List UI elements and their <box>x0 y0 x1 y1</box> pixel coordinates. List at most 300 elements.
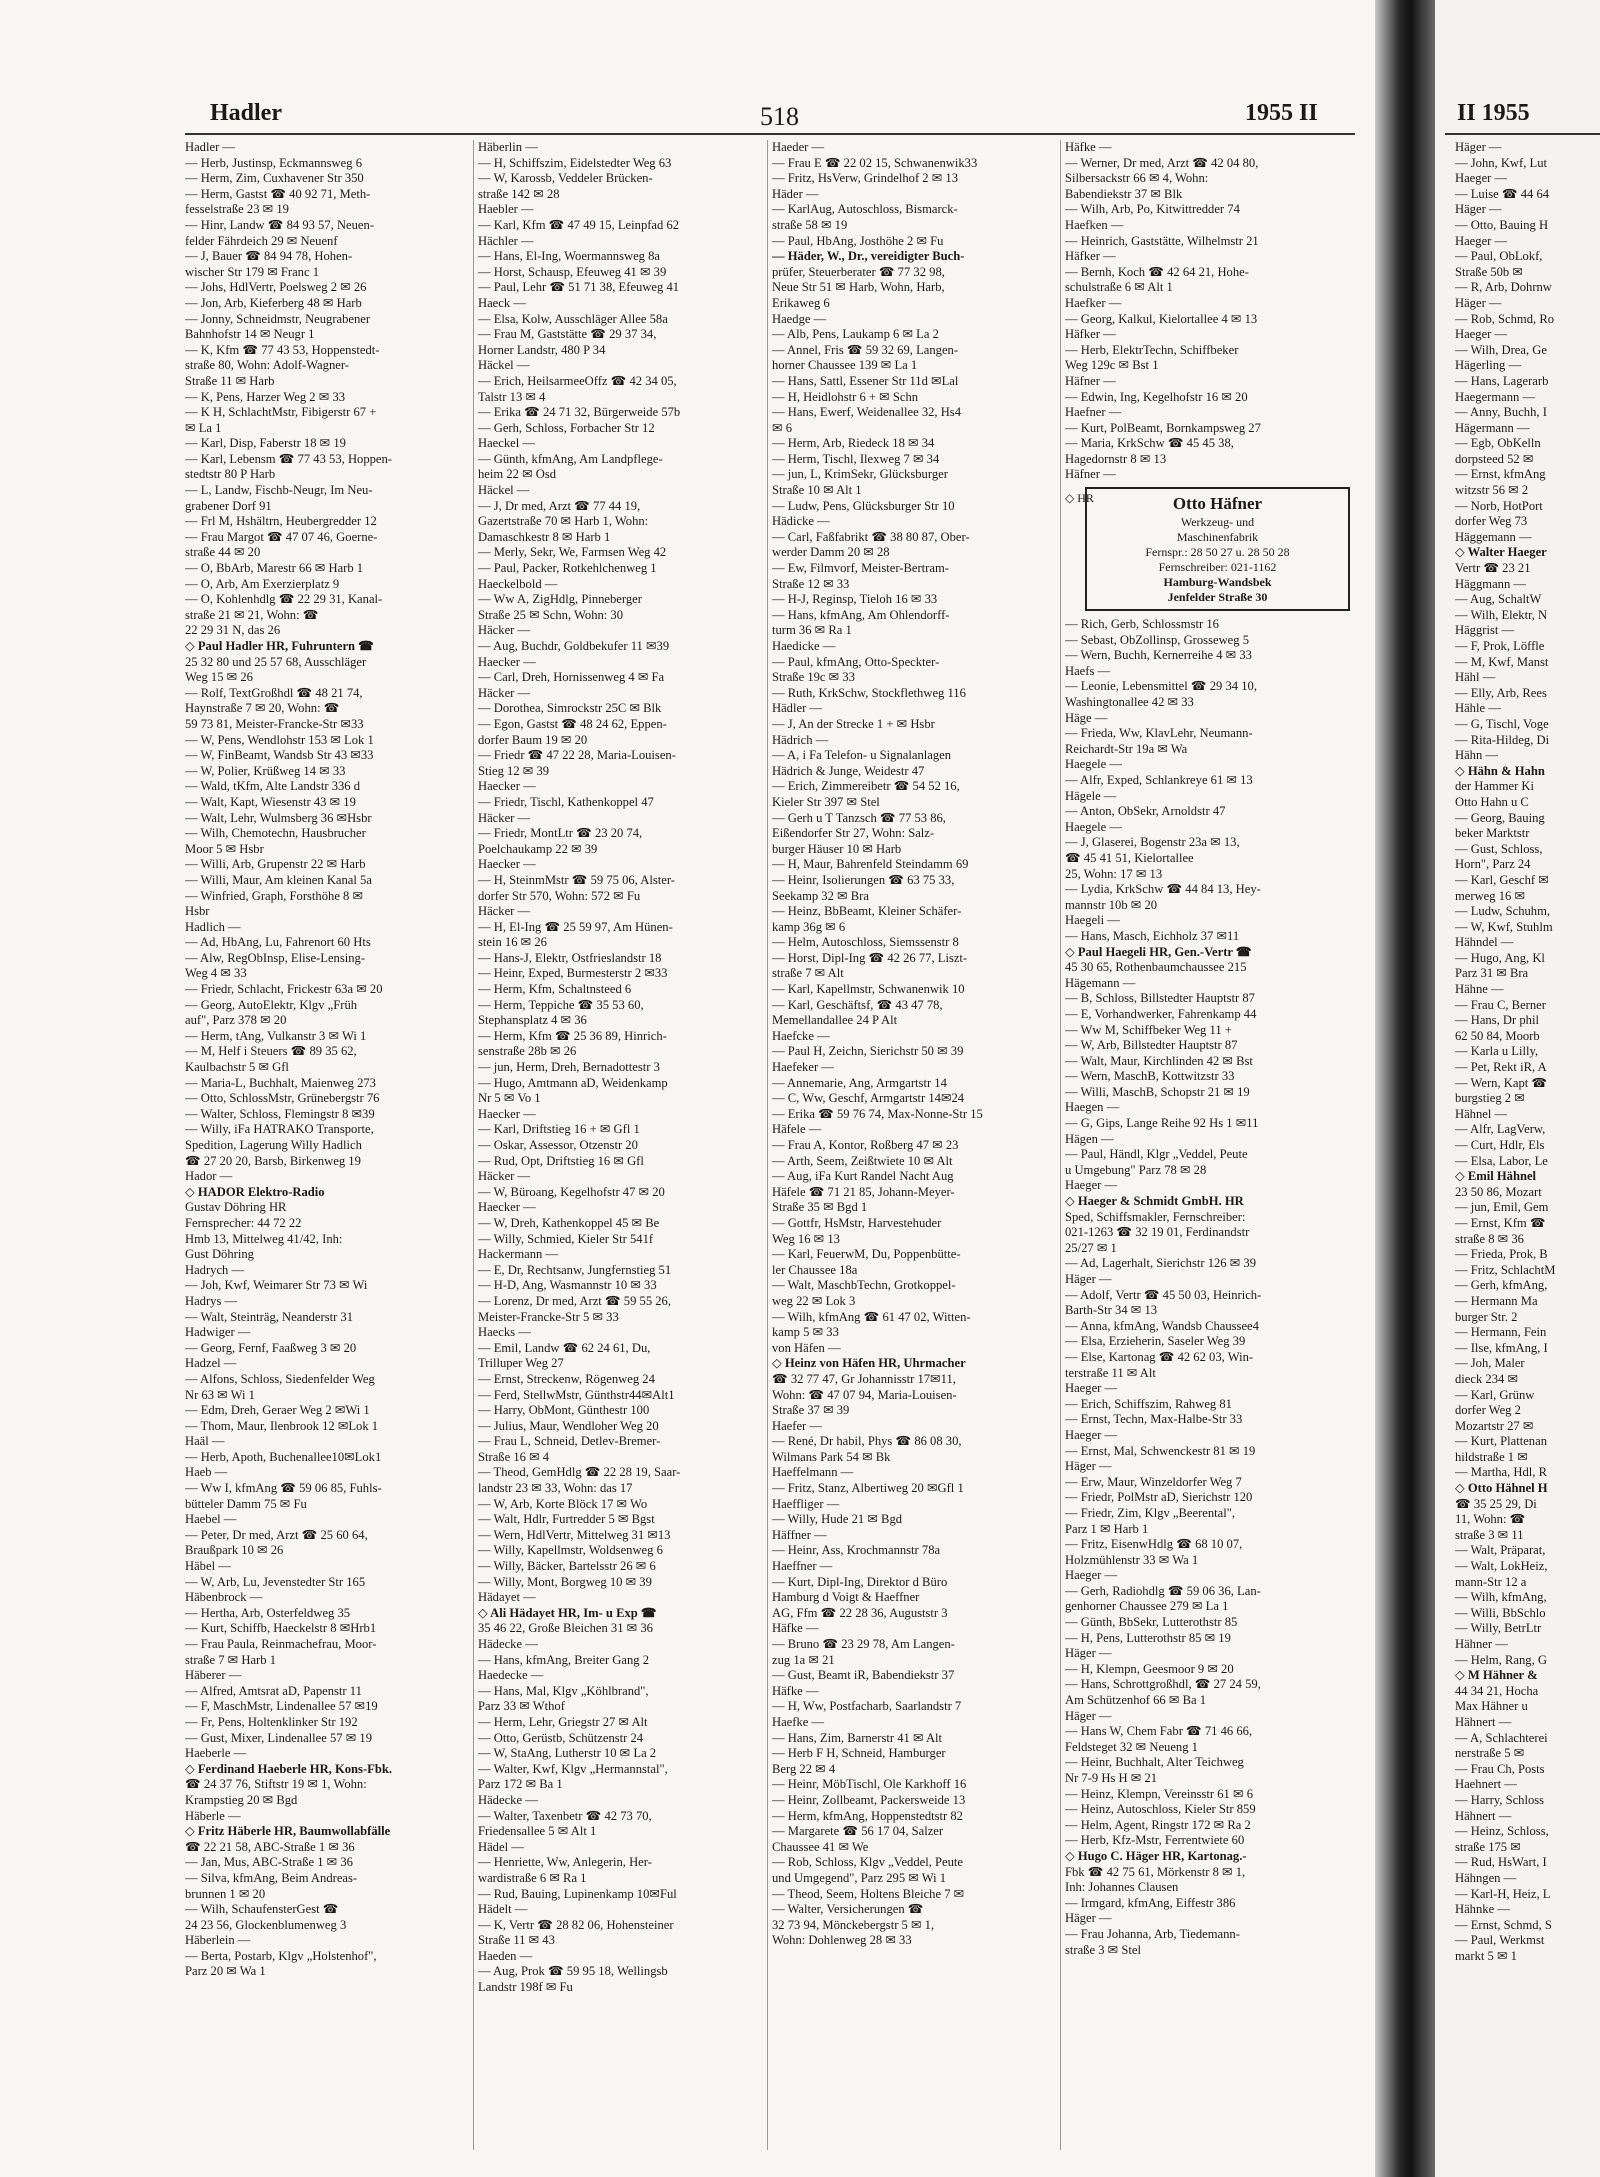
directory-entry: — L, Landw, Fischb-Neugr, Im Neu- <box>185 483 373 498</box>
directory-entry: — Sebast, ObZollinsp, Grosseweg 5 <box>1065 632 1249 647</box>
directory-entry: Reichardt-Str 19a ✉ Wa <box>1065 741 1188 756</box>
directory-entry: Poelchaukamp 22 ✉ 39 <box>478 841 598 856</box>
directory-entry: — E, Dr, Rechtsanw, Jungfernstieg 51 <box>478 1262 672 1277</box>
directory-entry: Feldsteget 32 ✉ Neueng 1 <box>1065 1739 1198 1754</box>
directory-entry: Häfele ☎ 71 21 85, Johann-Meyer- <box>772 1184 955 1199</box>
directory-entry: Haeger — <box>1455 171 1508 186</box>
directory-entry: Haehnert — <box>1455 1777 1517 1792</box>
directory-entry: — Helm, Agent, Ringstr 172 ✉ Ra 2 <box>1065 1817 1251 1832</box>
directory-entry: — Harry, Schloss <box>1455 1792 1545 1807</box>
directory-entry: — Friedr, MontLtr ☎ 23 20 74, <box>478 826 643 841</box>
directory-entry: — J, Glaserei, Bogenstr 23a ✉ 13, <box>1065 835 1240 850</box>
directory-entry: — Anna, kfmAng, Wandsb Chaussee4 <box>1065 1318 1259 1333</box>
directory-entry: — Friedr, Schlacht, Frickestr 63a ✉ 20 <box>185 982 383 997</box>
directory-entry: Haeb — <box>185 1465 228 1480</box>
directory-entry: — Gerh u T Tanzsch ☎ 77 53 86, <box>772 810 946 825</box>
directory-entry: — Anton, ObSekr, Arnoldstr 47 <box>1065 804 1226 819</box>
directory-entry: — Paul, Händl, Klgr „Veddel, Peute <box>1065 1147 1248 1162</box>
directory-entry: Haefeker — <box>772 1060 834 1075</box>
directory-entry: — Heinrich, Gaststätte, Wilhelmstr 21 <box>1065 233 1259 248</box>
directory-entry: Häcker — <box>478 904 531 919</box>
directory-entry: — Karl, Geschäftsf, ☎ 43 47 78, <box>772 997 943 1012</box>
directory-entry: Chaussee 41 ✉ We <box>772 1839 869 1854</box>
directory-entry: — Hermann, Fein <box>1455 1325 1547 1340</box>
directory-entry: — Frau Ch, Posts <box>1455 1761 1545 1776</box>
directory-entry: — Alw, RegObInsp, Elise-Lensing- <box>185 950 366 965</box>
directory-entry: ☎ 32 77 47, Gr Johannisstr 17✉11, <box>772 1371 956 1386</box>
directory-entry: — Alfr, LagVerw, <box>1455 1122 1546 1137</box>
directory-entry: Inh: Johannes Clausen <box>1065 1880 1179 1895</box>
directory-entry: — W, Karossb, Veddeler Brücken- <box>478 171 653 186</box>
directory-entry: Hädler — <box>772 701 823 716</box>
directory-entry: — Herb, ElektrTechn, Schiffbeker <box>1065 342 1239 357</box>
directory-entry: 44 34 21, Hocha <box>1455 1683 1539 1698</box>
directory-entry: — Rob, Schloss, Klgv „Veddel, Peute <box>772 1855 963 1870</box>
directory-entry: Häffner — <box>772 1527 827 1542</box>
directory-entry: — Erich, HeilsarmeeOffz ☎ 42 34 05, <box>478 373 677 388</box>
directory-entry: — Willy, Kapellmstr, Woldsenweg 6 <box>478 1543 663 1558</box>
directory-entry: — W, FinBeamt, Wandsb Str 43 ✉33 <box>185 748 374 763</box>
directory-entry: — Ernst, Mal, Schwenckestr 81 ✉ 19 <box>1065 1443 1256 1458</box>
directory-entry: Hächler — <box>478 233 534 248</box>
directory-entry: — Leonie, Lebensmittel ☎ 29 34 10, <box>1065 679 1257 694</box>
directory-entry: — Frieda, Ww, KlavLehr, Neumann- <box>1065 726 1253 741</box>
directory-entry: Stieg 12 ✉ 39 <box>478 763 550 778</box>
directory-entry: — Gust, Beamt iR, Babendiekstr 37 <box>772 1668 955 1683</box>
directory-entry: — Häder, W., Dr., vereidigter Buch- <box>772 249 965 264</box>
directory-entry: Hägerling — <box>1455 358 1522 373</box>
directory-entry: 25, Wohn: 17 ✉ 13 <box>1065 866 1163 881</box>
directory-entry: — Herm, Arb, Riedeck 18 ✉ 34 <box>772 436 935 451</box>
directory-entry: — Ruth, KrkSchw, Stockflethweg 116 <box>772 685 966 700</box>
directory-entry: ◇ Hugo C. Häger HR, Kartonag.- <box>1065 1848 1247 1863</box>
directory-entry: Häggemann — <box>1455 529 1532 544</box>
directory-entry: Haegele — <box>1065 819 1122 834</box>
directory-entry: — Ww I, kfmAng ☎ 59 06 85, Fuhls- <box>185 1481 382 1496</box>
directory-entry: — Kurt, PolBeamt, Bornkampsweg 27 <box>1065 420 1261 435</box>
directory-entry: — Herb, Apoth, Buchenallee10✉Lok1 <box>185 1449 382 1464</box>
directory-entry: Haeffelmann — <box>772 1465 854 1480</box>
directory-entry: — Wilh, kfmAng, <box>1455 1590 1547 1605</box>
directory-entry: Hädrich — <box>772 732 829 747</box>
directory-entry: — H, SteinmMstr ☎ 59 75 06, Alster- <box>478 872 675 887</box>
directory-entry: straße 142 ✉ 28 <box>478 186 560 201</box>
directory-entry: Braußpark 10 ✉ 26 <box>185 1543 284 1558</box>
directory-entry: — Walt, LokHeiz, <box>1455 1559 1548 1574</box>
directory-entry: — Hans, Dr phil <box>1455 1013 1539 1028</box>
directory-entry: — O, BbArb, Marestr 66 ✉ Harb 1 <box>185 561 364 576</box>
directory-entry: — Maria, KrkSchw ☎ 45 45 38, <box>1065 436 1234 451</box>
ad-line: Werkzeug- und <box>1180 515 1255 530</box>
directory-entry: Häfker — <box>1065 249 1116 264</box>
directory-entry: dorfer Baum 19 ✉ 20 <box>478 732 588 747</box>
directory-entry: — Frau L, Schneid, Detlev-Bremer- <box>478 1434 661 1449</box>
directory-entry: — H-D, Ang, Wasmannstr 10 ✉ 33 <box>478 1278 657 1293</box>
directory-entry: Häfner — <box>1065 467 1116 482</box>
directory-entry: grabener Dorf 91 <box>185 498 272 513</box>
directory-entry: Haedecke — <box>478 1668 544 1683</box>
directory-entry: — Frau Johanna, Arb, Tiedemann- <box>1065 1926 1240 1941</box>
directory-entry: — Lydia, KrkSchw ☎ 44 84 13, Hey- <box>1065 882 1261 897</box>
directory-entry: dorfer Str 570, Wohn: 572 ✉ Fu <box>478 888 641 903</box>
directory-entry: Friedensallee 5 ✉ Alt 1 <box>478 1824 597 1839</box>
directory-entry: — F, Prok, Löffle <box>1455 639 1545 653</box>
directory-entry: Hädayet — <box>478 1590 536 1605</box>
directory-entry: — Aug, Buchdr, Goldbekufer 11 ✉39 <box>478 639 670 653</box>
directory-entry: — W, Kwf, Stuhlm <box>1455 919 1553 934</box>
directory-entry: — Annel, Fris ☎ 59 32 69, Langen- <box>772 342 959 357</box>
running-head-year: 1955 II <box>1245 100 1318 126</box>
directory-entry: — Willy, Hude 21 ✉ Bgd <box>772 1512 903 1527</box>
directory-entry: Fbk ☎ 42 75 61, Mörkenstr 8 ✉ 1, <box>1065 1864 1246 1879</box>
directory-entry: — Wern, HdlVertr, Mittelweg 31 ✉13 <box>478 1527 671 1542</box>
directory-entry: — Else, Kartonag ☎ 42 62 03, Win- <box>1065 1349 1254 1364</box>
directory-entry: — John, Kwf, Lut <box>1455 155 1547 170</box>
directory-entry: werder Damm 20 ✉ 28 <box>772 545 890 560</box>
directory-entry: Memellandallee 24 P Alt <box>772 1013 898 1028</box>
directory-entry: Straße 25 ✉ Schn, Wohn: 30 <box>478 607 624 622</box>
directory-entry: — Frau Paula, Reinmachefrau, Moor- <box>185 1637 377 1651</box>
directory-entry: — W, Dreh, Kathenkoppel 45 ✉ Be <box>478 1215 660 1230</box>
directory-entry: Haeckelbold — <box>478 576 558 591</box>
directory-entry: — Erika ☎ 59 76 74, Max-Nonne-Str 15 <box>772 1106 983 1121</box>
directory-entry: — Curt, Hdlr, Els <box>1455 1138 1545 1152</box>
directory-entry: — Joh, Kwf, Weimarer Str 73 ✉ Wi <box>185 1278 368 1293</box>
directory-entry: Haecker — <box>478 1106 536 1121</box>
directory-entry: — Friedr, Zim, Klgv „Beerental", <box>1065 1505 1236 1520</box>
directory-entry: Hähnke — <box>1455 1902 1510 1917</box>
directory-entry: hildstraße 1 ✉ <box>1455 1449 1528 1464</box>
directory-entry: Straße 19c ✉ 33 <box>772 670 855 685</box>
directory-entry: nerstraße 5 ✉ <box>1455 1746 1525 1761</box>
directory-entry: Nr 63 ✉ Wi 1 <box>185 1387 255 1402</box>
directory-entry: Hsbr <box>185 904 210 919</box>
directory-entry: dorfer Weg 2 <box>1455 1403 1521 1418</box>
directory-entry: Hähne — <box>1455 982 1504 997</box>
directory-entry: Hähner — <box>1455 1637 1508 1651</box>
directory-entry: — Walt, Hdlr, Furtredder 5 ✉ Bgst <box>478 1512 655 1527</box>
directory-entry: — Ludw, Schuhm, <box>1455 904 1551 919</box>
directory-entry: — E, Vorhandwerker, Fahrenkamp 44 <box>1065 1006 1257 1021</box>
directory-entry: Horner Landstr, 480 P 34 <box>478 342 606 357</box>
directory-entry: Hadler — <box>185 140 236 154</box>
directory-entry: — Erika ☎ 24 71 32, Bürgerweide 57b <box>478 405 681 420</box>
advertisement <box>1065 487 1350 611</box>
directory-entry: 59 73 81, Meister-Francke-Str ✉33 <box>185 716 364 731</box>
directory-entry: Häckel — <box>478 358 530 373</box>
directory-entry: — Wilh, SchaufensterGest ☎ <box>185 1902 339 1917</box>
directory-entry: AG, Ffm ☎ 22 28 36, Auguststr 3 <box>772 1605 948 1620</box>
directory-entry: stein 16 ✉ 26 <box>478 935 547 950</box>
directory-entry: — Rolf, TextGroßhdl ☎ 48 21 74, <box>185 685 363 700</box>
directory-entry: Häcker — <box>478 810 531 825</box>
directory-entry: Haegen — <box>1065 1100 1120 1115</box>
directory-entry: — Erich, Zimmereibetr ☎ 54 52 16, <box>772 779 960 794</box>
directory-entry: — Ludw, Pens, Glücksburger Str 10 <box>772 498 955 513</box>
directory-entry: Häcker — <box>478 685 531 700</box>
directory-entry: — Hans, Schrottgroßhdl, ☎ 27 24 59, <box>1065 1677 1261 1692</box>
directory-entry: — M, Kwf, Manst <box>1455 654 1549 669</box>
directory-entry: Hägele — <box>1065 788 1117 803</box>
directory-entry: — jun, L, KrimSekr, Glücksburger <box>772 467 948 482</box>
directory-entry: Mozartstr 27 ✉ <box>1455 1418 1534 1433</box>
directory-entry: — Otto, SchlossMstr, Grünebergstr 76 <box>185 1091 380 1106</box>
directory-entry: Hädel — <box>478 1839 524 1854</box>
directory-entry: Haeden — <box>478 1948 533 1963</box>
directory-entry: — A, i Fa Telefon- u Signalanlagen <box>772 748 952 763</box>
directory-entry: Weg 16 ✉ 13 <box>772 1231 840 1246</box>
directory-entry: Horn", Parz 24 <box>1455 857 1531 872</box>
directory-entry: — J, Dr med, Arzt ☎ 77 44 19, <box>478 498 641 513</box>
directory-entry: — O, Arb, Am Exerzierplatz 9 <box>185 576 340 591</box>
directory-entry: — Willy, BetrLtr <box>1455 1621 1542 1636</box>
directory-entry: Moor 5 ✉ Hsbr <box>185 841 264 856</box>
directory-entry: Kaulbachstr 5 ✉ Gfl <box>185 1060 289 1075</box>
directory-entry: — Gust, Mixer, Lindenallee 57 ✉ 19 <box>185 1730 373 1745</box>
directory-entry: — Irmgard, kfmAng, Eiffestr 386 <box>1065 1895 1236 1910</box>
directory-entry: — Theod, Seem, Holtens Bleiche 7 ✉ <box>772 1886 965 1901</box>
directory-entry: mann-Str 12 a <box>1455 1574 1527 1589</box>
directory-entry: — Paul H, Zeichn, Sierichstr 50 ✉ 39 <box>772 1044 964 1059</box>
directory-entry: senstraße 28b ✉ 26 <box>478 1044 577 1059</box>
directory-entry: — Willy, Bäcker, Bartelsstr 26 ✉ 6 <box>478 1559 656 1574</box>
directory-entry: Trilluper Weg 27 <box>478 1356 564 1371</box>
directory-entry: Wohn: ☎ 47 07 94, Maria-Louisen- <box>772 1387 957 1402</box>
directory-entry: — Heinr, Exped, Burmesterstr 2 ✉33 <box>478 966 668 981</box>
directory-entry: — Frau Margot ☎ 47 07 46, Goerne- <box>185 529 378 544</box>
directory-entry: — Arth, Seem, Zeißtwiete 10 ✉ Alt <box>772 1153 953 1168</box>
directory-entry: — Ernst, Streckenw, Rögenweg 24 <box>478 1371 655 1386</box>
directory-entry: u Umgebung" Parz 78 ✉ 28 <box>1065 1162 1207 1177</box>
column-4 <box>1065 140 1350 1958</box>
directory-entry: Parz 1 ✉ Harb 1 <box>1065 1521 1149 1536</box>
directory-entry: Haefke — <box>772 1714 825 1729</box>
directory-entry: Hadrych — <box>185 1262 245 1277</box>
directory-entry: Häger — <box>1455 140 1502 154</box>
directory-entry: — Carl, Faßfabrikt ☎ 38 80 87, Ober- <box>772 529 970 544</box>
directory-entry: ☎ 27 20 20, Barsb, Birkenweg 19 <box>185 1153 361 1168</box>
directory-entry: Haefken — <box>1065 217 1124 232</box>
directory-entry: Silbersackstr 66 ✉ 4, Wohn: <box>1065 171 1209 186</box>
directory-entry: — Jon, Arb, Kieferberg 48 ✉ Harb <box>185 295 362 310</box>
directory-entry: Hähn — <box>1455 748 1499 763</box>
directory-entry: straße 3 ✉ Stel <box>1065 1942 1141 1957</box>
directory-entry: — Erw, Maur, Winzeldorfer Weg 7 <box>1065 1474 1242 1489</box>
directory-entry: Haedicke — <box>772 639 836 653</box>
directory-entry: stedtstr 80 P Harb <box>185 467 276 482</box>
directory-entry: Haefs — <box>1065 663 1111 678</box>
directory-entry: — Günth, BbSekr, Lutterothstr 85 <box>1065 1615 1238 1630</box>
directory-entry: witzstr 56 ✉ 2 <box>1455 483 1529 498</box>
directory-entry: — Wern, Kapt ☎ <box>1455 1075 1548 1090</box>
directory-entry: ☎ 24 37 76, Stiftstr 19 ✉ 1, Wohn: <box>185 1777 367 1792</box>
directory-entry: — Annemarie, Ang, Armgartstr 14 <box>772 1075 947 1090</box>
directory-entry: — J, Bauer ☎ 84 94 78, Hohen- <box>185 249 353 264</box>
directory-entry: felder Fährdeich 29 ✉ Neuenf <box>185 233 338 248</box>
ad-city: Hamburg-Wandsbek <box>1163 575 1272 590</box>
directory-entry: Neue Str 51 ✉ Harb, Wohn, Harb, <box>772 280 945 295</box>
directory-entry: — Ernst, Techn, Max-Halbe-Str 33 <box>1065 1412 1243 1427</box>
directory-entry: — Luise ☎ 44 64 <box>1455 186 1550 201</box>
directory-entry: ☎ 45 41 51, Kielortallee <box>1065 850 1194 865</box>
directory-entry: Parz 20 ✉ Wa 1 <box>185 1964 266 1979</box>
directory-entry: ☎ 35 25 29, Di <box>1455 1496 1537 1511</box>
directory-entry: 25/27 ✉ 1 <box>1065 1240 1117 1255</box>
directory-entry: Hädecke — <box>478 1637 538 1651</box>
directory-entry: Straße 11 ✉ Harb <box>185 373 275 388</box>
directory-entry: — Hans, Mal, Klgv „Köhlbrand", <box>478 1683 649 1698</box>
directory-entry: Hadrys — <box>185 1293 238 1308</box>
directory-entry: ◇ Heinz von Häfen HR, Uhrmacher <box>772 1356 966 1371</box>
directory-entry: — Karla u Lilly, <box>1455 1044 1539 1059</box>
directory-entry: Haegele — <box>1065 757 1122 772</box>
directory-entry: — Herm, Tischl, Ilexweg 7 ✉ 34 <box>772 451 940 466</box>
directory-entry: — Ww M, Schiffbeker Weg 11 + <box>1065 1022 1232 1037</box>
directory-entry: Hmb 13, Mittelweg 41/42, Inh: <box>185 1231 343 1246</box>
directory-entry: — Frieda, Prok, B <box>1455 1247 1548 1262</box>
directory-entry: Häfner — <box>1065 373 1116 388</box>
directory-entry: — Karl, FeuerwM, Du, Poppenbütte- <box>772 1247 961 1262</box>
ad-title: Otto Häfner <box>1172 494 1263 514</box>
directory-entry: heim 22 ✉ Osd <box>478 467 557 482</box>
directory-entry: — Willy, Mont, Borgweg 10 ✉ 39 <box>478 1574 652 1589</box>
directory-entry: — W, Polier, Krüßweg 14 ✉ 33 <box>185 763 346 778</box>
directory-entry: — Bernh, Koch ☎ 42 64 21, Hohe- <box>1065 264 1249 279</box>
directory-entry: terstraße 11 ✉ Alt <box>1065 1365 1156 1380</box>
directory-entry: — Martha, Hdl, R <box>1455 1465 1547 1480</box>
directory-entry: Straße 35 ✉ Bgd 1 <box>772 1200 868 1215</box>
directory-entry: — Karl, Disp, Faberstr 18 ✉ 19 <box>185 436 346 451</box>
directory-entry: straße 58 ✉ 19 <box>772 217 848 232</box>
facing-page <box>1435 0 1600 2177</box>
directory-entry: — Willi, BbSchlo <box>1455 1605 1546 1620</box>
directory-entry: — Frl M, Hshältrn, Heubergredder 12 <box>185 514 377 529</box>
directory-entry: Bahnhofstr 14 ✉ Neugr 1 <box>185 327 315 342</box>
directory-entry: dorpsteed 52 ✉ <box>1455 451 1534 466</box>
directory-entry: Häfele — <box>772 1122 822 1137</box>
directory-entry: — Hans, Lagerarb <box>1455 373 1549 388</box>
directory-entry: — Günth, kfmAng, Am Landpflege- <box>478 451 663 466</box>
directory-entry: Haeberle — <box>185 1746 247 1761</box>
running-head-name: Hadler <box>210 100 282 126</box>
directory-entry: Haegermann — <box>1455 389 1536 404</box>
directory-entry: Weg 15 ✉ 26 <box>185 670 253 685</box>
directory-entry: und Umgegend", Parz 295 ✉ Wi 1 <box>772 1870 947 1885</box>
page-number: 518 <box>760 102 799 131</box>
directory-entry: — Jan, Mus, ABC-Straße 1 ✉ 36 <box>185 1855 353 1870</box>
directory-entry: — Aug, iFa Kurt Randel Nacht Aug <box>772 1169 954 1184</box>
directory-entry: wardistraße 6 ✉ Ra 1 <box>478 1870 587 1885</box>
directory-entry: Vertr ☎ 23 21 <box>1455 561 1531 576</box>
directory-entry: — Peter, Dr med, Arzt ☎ 25 60 64, <box>185 1527 368 1542</box>
directory-entry: mannstr 10b ✉ 20 <box>1065 897 1158 912</box>
directory-entry: Max Hähner u <box>1455 1699 1528 1714</box>
directory-entry: — Emil, Landw ☎ 62 24 61, Du, <box>478 1340 651 1355</box>
directory-entry: — Alfr, Exped, Schlankreye 61 ✉ 13 <box>1065 773 1253 787</box>
directory-entry: Hähnert — <box>1455 1714 1512 1729</box>
directory-entry: Häggrist — <box>1455 623 1515 638</box>
directory-entry: — Georg, Kalkul, Kielortallee 4 ✉ 13 <box>1065 311 1258 326</box>
directory-entry: — Fritz, HsVerw, Grindelhof 2 ✉ 13 <box>772 171 959 186</box>
directory-entry: genhorner Chaussee 279 ✉ La 1 <box>1065 1599 1229 1614</box>
directory-entry: Häfker — <box>1065 327 1116 342</box>
directory-entry: — Rita-Hildeg, Di <box>1455 732 1550 747</box>
directory-entry: ◇ Fritz Häberle HR, Baumwollabfälle <box>185 1824 391 1839</box>
directory-entry: — H, Ww, Postfacharb, Saarlandstr 7 <box>772 1699 962 1714</box>
directory-entry: ☎ 22 21 58, ABC-Straße 1 ✉ 36 <box>185 1839 355 1854</box>
directory-entry: Haeffliger — <box>772 1496 840 1511</box>
directory-entry: — A, Schlachterei <box>1455 1730 1548 1745</box>
directory-entry: Spedition, Lagerung Willy Hadlich <box>185 1138 362 1152</box>
directory-entry: — Carl, Dreh, Hornissenweg 4 ✉ Fa <box>478 670 665 685</box>
directory-entry: Haeger — <box>1455 233 1508 248</box>
directory-entry: kamp 5 ✉ 33 <box>772 1325 839 1340</box>
directory-entry: — Herm, Kfm, Schaltnsteed 6 <box>478 982 632 997</box>
directory-entry: ◇ Otto Hähnel H <box>1455 1481 1548 1496</box>
directory-entry: Am Schützenhof 66 ✉ Ba 1 <box>1065 1693 1207 1708</box>
directory-entry: — Paul, kfmAng, Otto-Speckter- <box>772 654 940 669</box>
directory-entry: — KarlAug, Autoschloss, Bismarck- <box>772 202 958 217</box>
directory-entry: — Hermann Ma <box>1455 1293 1538 1308</box>
directory-entry: Straße 37 ✉ 39 <box>772 1403 850 1418</box>
directory-entry: — Aug, SchaltW <box>1455 592 1542 607</box>
directory-entry: — Hertha, Arb, Osterfeldweg 35 <box>185 1605 351 1620</box>
directory-entry: Haefcke — <box>772 1028 830 1043</box>
directory-entry: — W, Arb, Korte Blöck 17 ✉ Wo <box>478 1496 648 1511</box>
directory-entry: Haecker — <box>478 779 536 794</box>
directory-entry: Eißendorfer Str 27, Wohn: Salz- <box>772 826 935 841</box>
directory-entry: — Herm, Teppiche ☎ 35 53 60, <box>478 997 644 1012</box>
directory-entry: Parz 31 ✉ Bra <box>1455 966 1529 981</box>
directory-entry: straße 7 ✉ Harb 1 <box>185 1652 276 1667</box>
directory-entry: — Walt, MaschbTechn, Grotkoppel- <box>772 1278 956 1293</box>
directory-entry: Otto Hahn u C <box>1455 794 1529 809</box>
column-3 <box>772 140 1057 1949</box>
directory-entry: Erikaweg 6 <box>772 295 830 310</box>
directory-entry: — H, Maur, Bahrenfeld Steindamm 69 <box>772 857 969 872</box>
directory-entry: — Ernst, Schmd, S <box>1455 1917 1552 1932</box>
directory-entry: — Theod, GemHdlg ☎ 22 28 19, Saar- <box>478 1465 681 1480</box>
directory-entry: Barth-Str 34 ✉ 13 <box>1065 1303 1158 1318</box>
directory-entry: Hägermann — <box>1455 420 1530 435</box>
directory-entry: — Kurt, Schiffb, Haeckelstr 8 ✉Hrb1 <box>185 1621 377 1636</box>
directory-entry: — Hans, Ewerf, Weidenallee 32, Hs4 <box>772 405 962 420</box>
directory-entry: — Horst, Dipl-Ing ☎ 42 26 77, Liszt- <box>772 950 968 965</box>
directory-entry: — K, Pens, Harzer Weg 2 ✉ 33 <box>185 389 346 404</box>
directory-entry: ◇ Paul Haegeli HR, Gen.-Vertr ☎ <box>1065 944 1252 959</box>
directory-entry: — Walter, Kwf, Klgv „Hermannstal", <box>478 1761 668 1776</box>
directory-entry: — Julius, Maur, Wendloher Weg 20 <box>478 1418 659 1433</box>
directory-entry: — Ew, Filmvorf, Meister-Bertram- <box>772 561 949 576</box>
directory-entry: — Georg, Fernf, Faaßweg 3 ✉ 20 <box>185 1340 357 1355</box>
directory-entry: — Oskar, Assessor, Otzenstr 20 <box>478 1138 638 1152</box>
directory-entry: — W, StaAng, Lutherstr 10 ✉ La 2 <box>478 1746 657 1761</box>
directory-entry: — Heinr, Ass, Krochmannstr 78a <box>772 1543 941 1558</box>
directory-entry: — W, Pens, Wendlohstr 153 ✉ Lok 1 <box>185 732 374 747</box>
directory-entry: Wohn: Dohlenweg 28 ✉ 33 <box>772 1933 912 1948</box>
directory-entry: — Aug, Prok ☎ 59 95 18, Wellingsb <box>478 1964 668 1979</box>
directory-entry: — Ad, Lagerhalt, Sierichstr 126 ✉ 39 <box>1065 1256 1257 1271</box>
directory-entry: — Hans, El-Ing, Woermannsweg 8a <box>478 249 661 264</box>
directory-entry: — Hugo, Amtmann aD, Weidenkamp <box>478 1075 668 1090</box>
directory-entry: Haeger — <box>1065 1178 1118 1193</box>
directory-entry: Holzmühlenstr 33 ✉ Wa 1 <box>1065 1552 1199 1567</box>
directory-entry: — Wilh, Drea, Ge <box>1455 342 1547 357</box>
header-rule <box>185 133 1355 135</box>
directory-entry: — Willi, MaschB, Schopstr 21 ✉ 19 <box>1065 1084 1250 1099</box>
directory-entry: — Ernst, kfmAng <box>1455 467 1546 482</box>
directory-entry: — Gerh, Radiohdlg ☎ 59 06 36, Lan- <box>1065 1583 1261 1598</box>
